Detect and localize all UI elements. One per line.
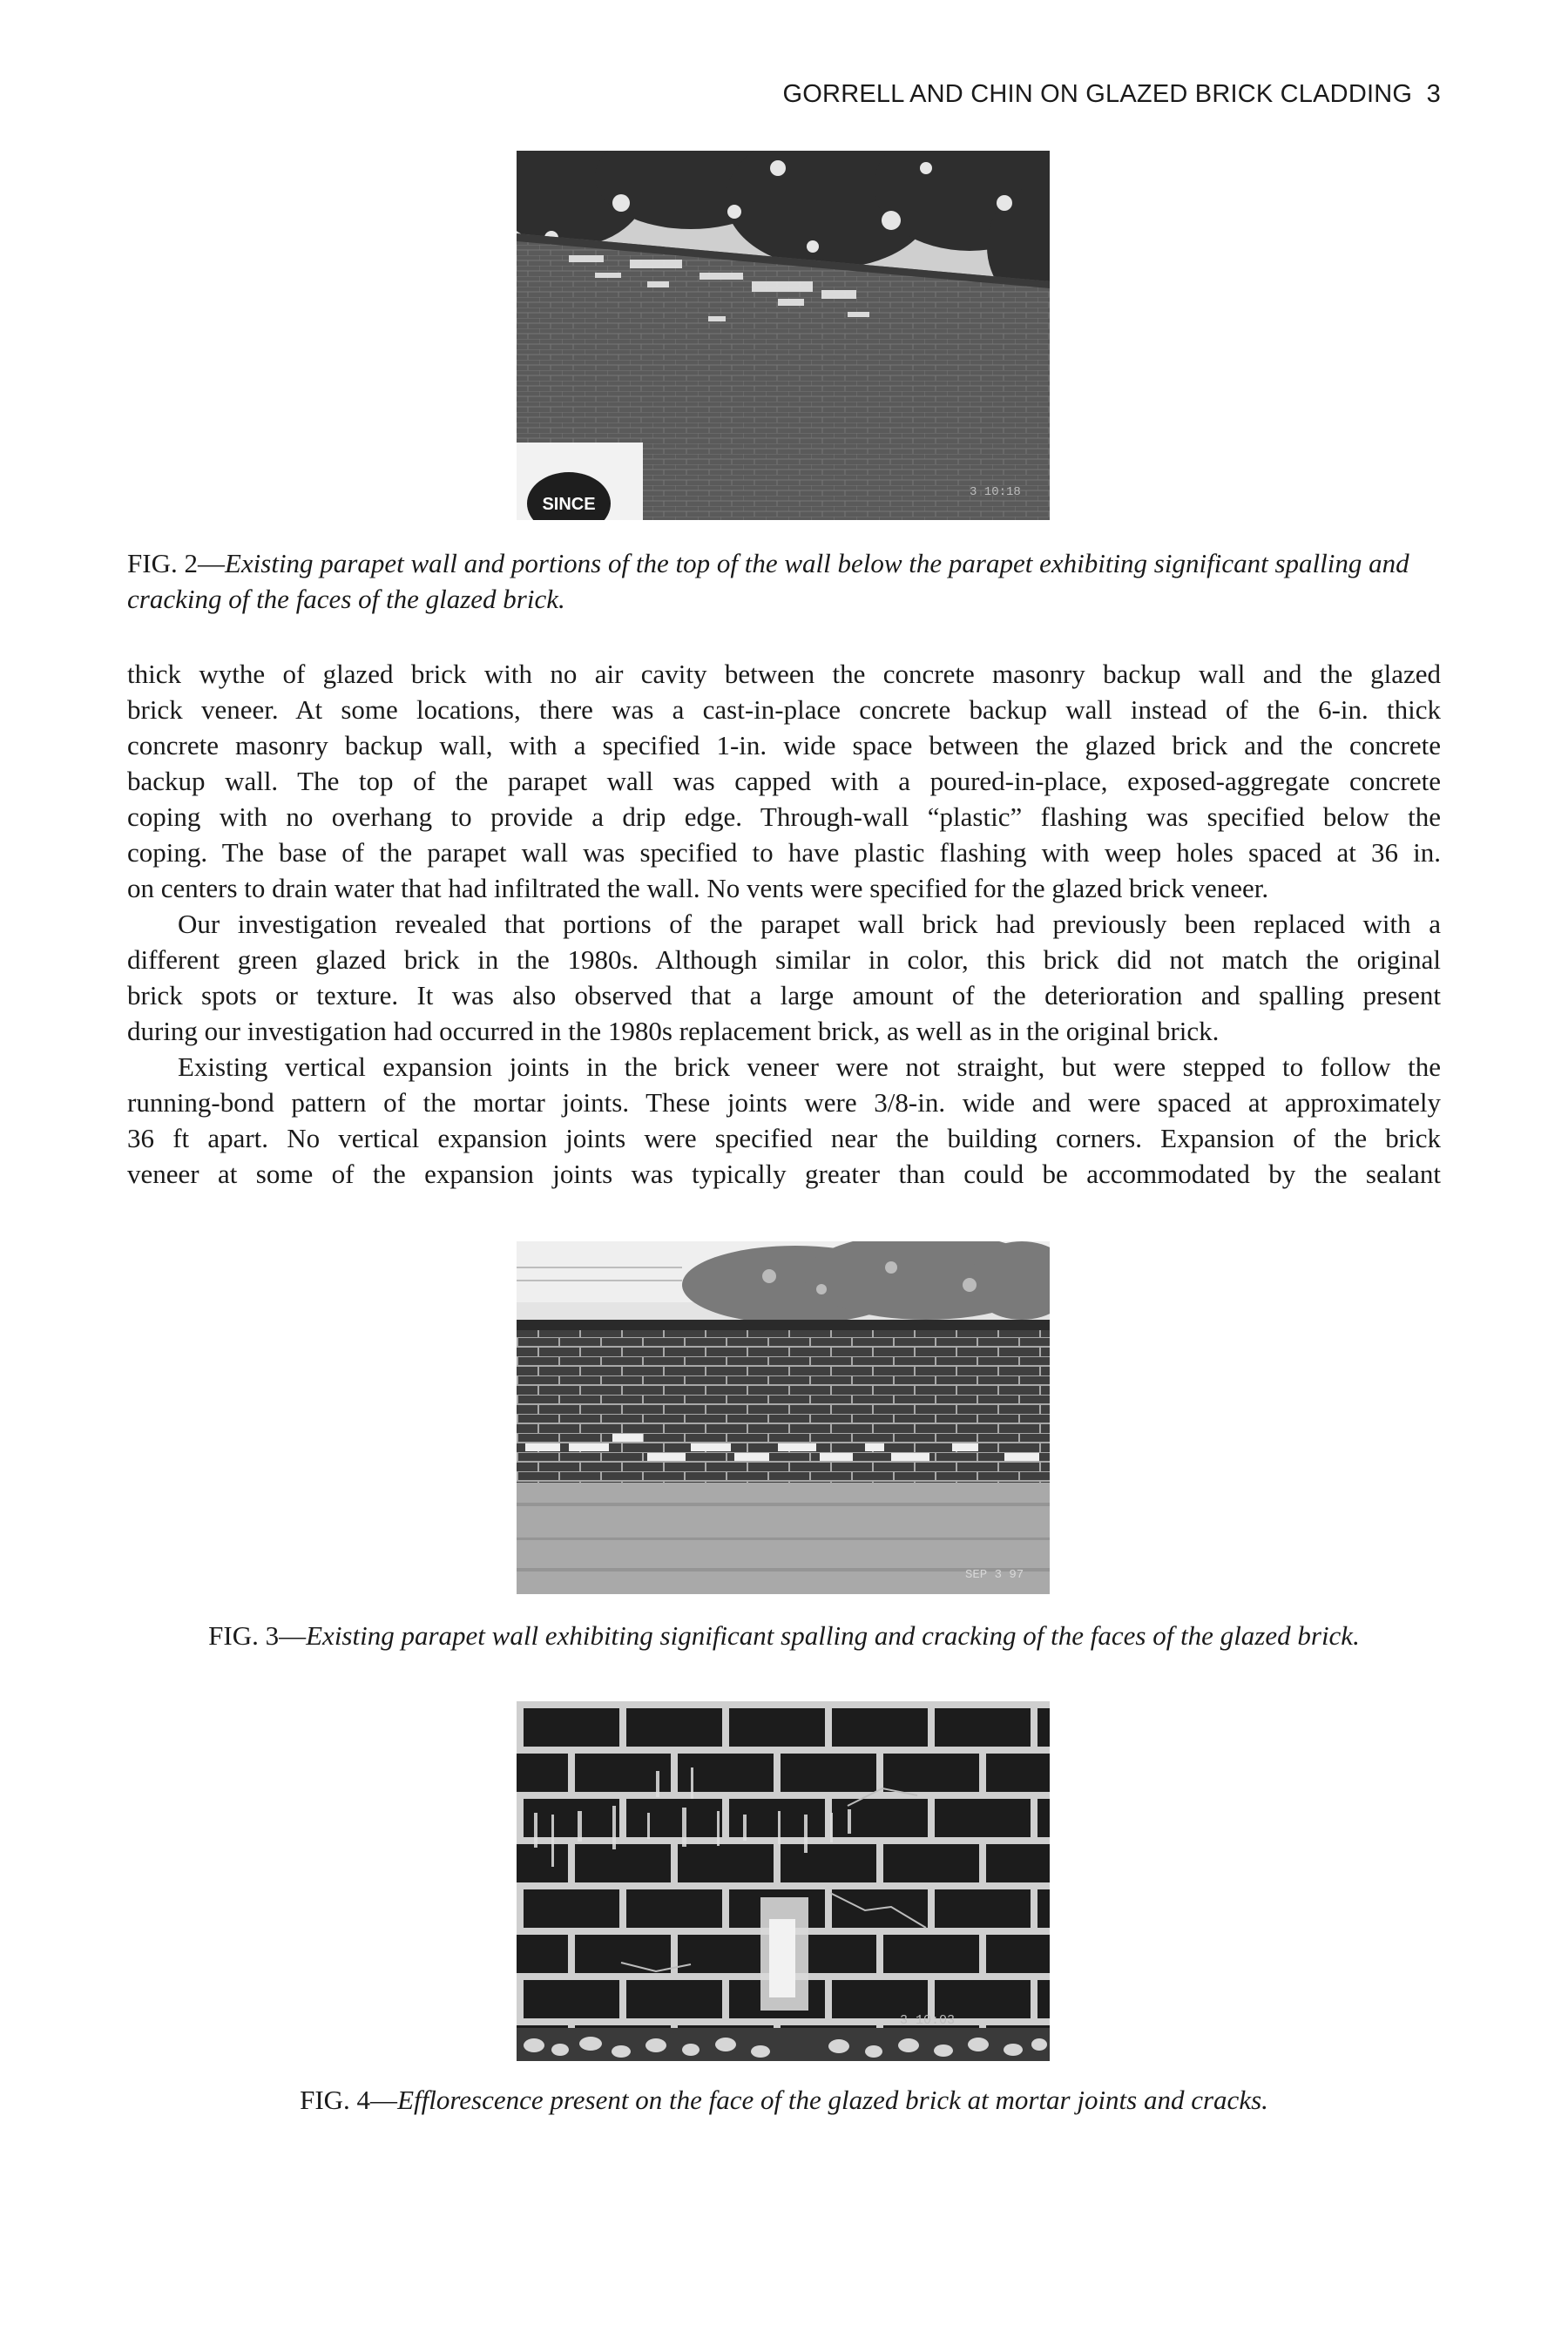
body-line: Existing vertical expansion joints in the brick veneer were not straight, but were stepped to follow the (178, 1051, 1441, 1082)
figure-3-caption (127, 1618, 1441, 1653)
figure-4-caption-text: Efflorescence present on the face of the glazed brick at mortar joints and cracks. (397, 2085, 1268, 2115)
figure-2-label: FIG. 2— (127, 548, 225, 578)
running-title: GORRELL AND CHIN ON GLAZED BRICK CLADDING (782, 80, 1413, 108)
body-line: coping. The base of the parapet wall was specified to have plastic flashing with weep holes spaced at 36 in. (127, 837, 1441, 868)
body-line: coping with no overhang to provide a drip edge. Through-wall “plastic” flashing was specified below the (127, 801, 1441, 832)
body-line: thick wythe of glazed brick with no air cavity between the concrete masonry backup wall and the glazed (127, 659, 1441, 689)
figure-4-label: FIG. 4— (300, 2085, 398, 2115)
body-line: 36 ft apart. No vertical expansion joints were specified near the building corners. Expansion of the brick (127, 1123, 1441, 1153)
figure-2-caption-text: Existing parapet wall and portions of the top of the wall below the parapet exhibiting significant spalling and cracking of the faces of the glazed brick. (127, 548, 1409, 614)
body-line: veneer at some of the expansion joints was typically greater than could be accommodated by the sealant (127, 1159, 1441, 1189)
body-text (127, 656, 1441, 1192)
body-line: brick spots or texture. It was also observed that a large amount of the deterioration and spalling present (127, 980, 1441, 1010)
figure-3-photo (517, 1241, 1050, 1594)
body-line: backup wall. The top of the parapet wall was capped with a poured-in-place, exposed-aggregate concrete (127, 766, 1441, 796)
figure-2-photo (517, 151, 1050, 520)
body-line: during our investigation had occurred in the 1980s replacement brick, as well as in the original brick. (127, 1016, 1220, 1046)
figure-4-photo (517, 1701, 1050, 2061)
figure-3-caption-text: Existing parapet wall exhibiting significant spalling and cracking of the faces of the glazed brick. (306, 1620, 1360, 1651)
body-line: concrete masonry backup wall, with a specified 1-in. wide space between the glazed brick and the concrete (127, 730, 1441, 760)
figure-4-caption (127, 2082, 1441, 2118)
fig2-sign-text: SINCE (542, 495, 596, 514)
figure-2-caption (127, 545, 1441, 617)
body-line: Our investigation revealed that portions of the parapet wall brick had previously been replaced with a (178, 909, 1441, 939)
body-line: on centers to drain water that had infiltrated the wall. No vents were specified for the glazed brick veneer. (127, 873, 1269, 903)
body-line: brick veneer. At some locations, there was a cast-in-place concrete backup wall instead of the 6-in. thick (127, 694, 1441, 725)
running-head (127, 80, 1441, 109)
body-line: different green glazed brick in the 1980s. Although similar in color, this brick did not match the original (127, 944, 1441, 975)
page-number: 3 (1426, 80, 1441, 108)
fig3-date-stamp: SEP 3 97 (965, 1568, 1024, 1582)
body-line: running-bond pattern of the mortar joints. These joints were 3/8-in. wide and were spaced at approximately (127, 1087, 1441, 1118)
fig2-date-stamp: 3 10:18 (970, 485, 1021, 499)
fig4-date-stamp: 3 10:03 (900, 2013, 956, 2028)
figure-3-label: FIG. 3— (208, 1620, 307, 1651)
